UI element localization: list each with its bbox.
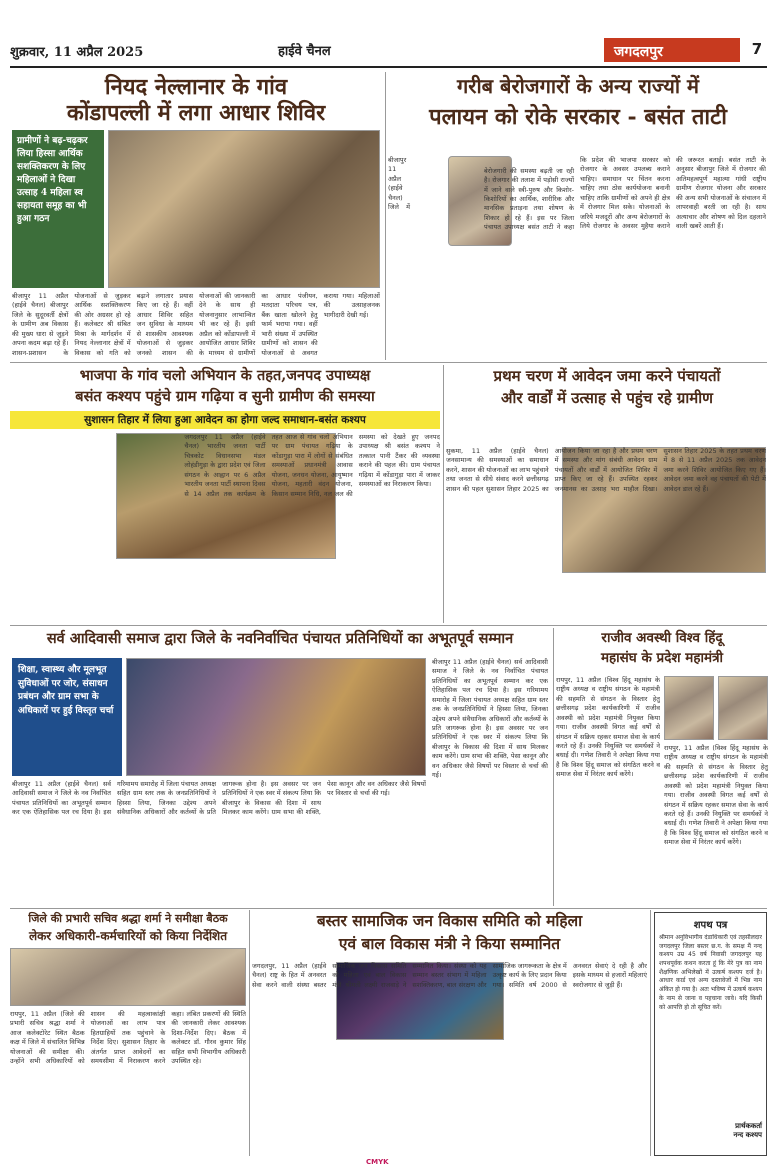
story-mahasangh (556, 628, 768, 906)
story-body: सुकमा, 11 अप्रैल (हाईवे चैनल) जनसामान्य की समस्याओं का समाधान करने, शासन की योजनाओं का लाभ पहुंचाने तथा जनता से सीधे संवाद करने छत्तीसगढ़ शासन की पहल सुशासन तिहार 2025 का आयोजन किया जा रहा है और प्रथम चरण में समस्या और मांग संबंधी आवेदन ग्राम पंचायतों और वार्डों में आयोजित शिविर में प्राप्त किए जा रहे हैं। उपस्थित रहकर जनमानस का उत्साह भरा माहौल दिखा। सुशासन तिहार 2025 के तहत प्रथम चरण में 8 से 11 अप्रैल 2025 तक आवेदन जमा करने शिविर आयोजित किए गए हैं। आवेदन जमा करने वह पंचायतों की पेटी में आवेदन डाल रहे हैं। (446, 447, 766, 493)
headline-line-1: जिले की प्रभारी सचिव श्रद्धा शर्मा ने समीक्षा बैठक (28, 912, 228, 925)
story-headline: सर्व आदिवासी समाज द्वारा जिले के नवनिर्वाचित पंचायत प्रतिनिधियों का अभूतपूर्व सम्मान (46, 630, 514, 647)
portrait-photo-1 (664, 676, 714, 740)
meeting-photo (10, 948, 246, 1006)
headline-line-2: एवं बाल विकास मंत्री ने किया सम्मानित (338, 933, 561, 953)
story-body: रायपुर, 11 अप्रैल (विश्व हिंदू महासंघ के राष्ट्रीय अध्यक्ष व राष्ट्रीय संगठन के महामंत्री की सहमति से संगठन के विस्तार हेतु छत्तीसगढ़ प्रदेश कार्यकारिणी में राजीव अवस्थी को प्रदेश महामंत्री नियुक्त किया गया। राजीव अवस्थी विगत कई वर्षों से संगठन में सक्रिय रहकर समाज सेवा के कार्य करते रहे हैं। उनकी नियुक्ति पर समर्थकों ने बधाई दी। गणेश तिवारी ने अपेक्षा किया गया है कि विश्व हिंदू समाज को संगठित करने व समाज सेवा में निरंतर कार्य करेंगे। (556, 676, 660, 779)
headline-line-2: और वार्डों में उत्साह से पहुंच रहे ग्रामीण (501, 389, 713, 407)
headline-line-2: कोंडापल्ली में लगा आधार शिविर (66, 100, 326, 127)
story-migration (388, 70, 768, 360)
story-headline (252, 912, 647, 953)
story-headline (388, 74, 768, 130)
highlight-box (12, 130, 104, 288)
page-number: 7 (751, 40, 763, 58)
column-divider (443, 365, 444, 623)
section-divider (10, 625, 767, 626)
headline-line-2: पलायन को रोके सरकार - बसंत ताटी (429, 104, 727, 130)
highlight-box (12, 658, 122, 776)
notice-title: शपथ पत्र (693, 920, 728, 931)
headline-line-1: प्रथम चरण में आवेदन जमा करने पंचायतों (493, 367, 721, 385)
story-body: जगदलपुर 11 अप्रैल (हाईवे चैनल) भारतीय जनता पार्टी चित्रकोट विधानसभा मंडल लोहंडीगुड़ा के द्वारा प्रदेश एवं जिला संगठन के आह्वान पर 6 अप्रैल भारतीय जनता पार्टी स्थापना दिवस से 14 अप्रैल तक कार्यक्रम के तहत आज से गांव चलो अभियान पर ग्राम पंचायत गढ़िया के कोंडागुड़ा पारा में लोगों से संबंधित समस्याओं प्रधानमंत्री आवास योजना, जनधन योजना, आयुष्मान योजना, महतारी वंदन योजना, किसान सम्मान निधि, नल जल की समस्या को देखते हुए जनपद उपाध्यक्ष श्री बसंत कश्यप ने तत्काल पानी टैंकर की व्यवस्था कराने की पहल की। ग्राम पंचायत गढ़िया में कोंडागुड़ा पारा में जाकर समस्याओं का निराकरण किया। (184, 433, 440, 498)
section-divider (10, 362, 767, 363)
subhead-bar: सुशासन तिहार में लिया हुआ आवेदन का होगा जल्द समाधान-बसंत कश्यप (10, 411, 440, 429)
story-headline (10, 912, 246, 944)
story-body: बीजापुर 11 अप्रैल (हाईवे चैनल) बीजापुर जिले के सुदूरवर्ती क्षेत्रों के ग्रामीण अब विकास की मुख्य धारा से जुड़ने अपना कदम बढ़ा रहे हैं। शासन-प्रशासन के योजनाओं से जुड़कर आर्थिक सशक्तिकरण की ओर अग्रसर हो रहे हैं। कलेक्टर श्री संबित मिश्रा के मार्गदर्शन में नियद नेल्लानार क्षेत्रों में विकास को गति को बढ़ाने लगातार प्रयास किए जा रहे हैं। वहीं आधार शिविर सहित जन सुविधा के माध्यम से शासकीय आवश्यक योजनाओं से जुड़कर जनको शासन की योजनाओं की जानकारी देने के साथ ही योजनानुसार लाभान्वित भी कर रहे हैं। इसी अप्रैल को कोंडापल्ली में आयोजित आधार शिविर के माध्यम से ग्रामीणों का आधार पंजीयन, मतदाता परिचय पत्र, बैंक खाता खोलने हेतु फार्म भराया गया। वहीं भारी संख्या में उपस्थित ग्रामीणों को शासन की योजनाओं से अवगत कराया गया। महिलाओं की उत्साहजनक भागीदारी देखी गई। (12, 292, 380, 357)
highlight-text: शिक्षा, स्वास्थ्य और मूलभूत सुविधाओं पर जोर, संसाधन प्रबंधन और ग्राम सभा के अधिकारों पर हुई विस्तृत चर्चा (18, 665, 114, 716)
column-divider (650, 910, 651, 1156)
headline-line-2: बसंत कश्यप पहुंचे ग्राम गढ़िया व सुनी ग्रामीण की समस्या (75, 388, 375, 406)
story-body: बीजापुर 11 अप्रैल (हाईवे चैनल) जिले में बेरोजगारी की समस्या बढ़ती जा रही है। रोजगार की तलाश में पड़ोसी राज्यों में जाने वाले स्त्री-पुरुष और किशोर-किशोरियों का आर्थिक, शारीरिक और मानसिक प्रताड़ना तथा शोषण के शिकार हो रहे हैं। इस पर जिला पंचायत उपाध्यक्ष बसंत ताटी ने कहा कि प्रदेश की भाजपा सरकार को रोजगार के अवसर उपलब्ध कराने चाहिए। समाधान पर चिंतन करना चाहिए तथा ठोस कार्ययोजना बनानी चाहिए ताकि ग्रामीणों को अपने ही क्षेत्र में रोजगार मिल सके। योजनाओं के जरिये मजदूरों और अन्य बेरोजगारों के लिये रोजगार के अवसर मुहैया कराने की जरूरत बताई। बसंत ताटी के अनुसार बीजापुर जिले में रोजगार की अतिमहत्वपूर्ण महात्मा गांधी राष्ट्रीय ग्रामीण रोजगार योजना और सरकार की अन्य सभी योजनाओं के संचालन में लापरवाही बरती जा रही है। साथ अत्याचार और शोषण को दिल दहलाने वाली खबरें आती हैं। (388, 156, 766, 232)
headline-line-1: भाजपा के गांव चलो अभियान के तहत,जनपद उपाध्यक्ष (79, 367, 371, 384)
felicitation-photo (126, 658, 426, 776)
story-tribal-felicitation (10, 628, 550, 906)
header-rule (10, 66, 767, 68)
issue-date: शुक्रवार, 11 अप्रैल 2025 (10, 45, 144, 60)
masthead (10, 38, 767, 64)
story-headline (446, 367, 768, 407)
headline-line-2: लेकर अधिकारी-कर्मचारियों को किया निर्देशित (28, 929, 228, 944)
story-headline (556, 630, 768, 666)
paper-name: हाईवे चैनल (278, 44, 331, 59)
notice-body: श्रीमान अनुविभागीय दंडाधिकारी एवं तहसीलदार जगदलपुर जिला बस्तर छ.ग. के समक्ष मैं नन्द कश्यप उम्र 45 वर्ष निवासी जगदलपुर यह शपथपूर्वक कथन करता हूं कि मेरे पुत्र का नाम शैक्षणिक अभिलेखों में उत्कर्ष कश्यप दर्ज है। आधार कार्ड एवं अन्य दस्तावेजों में भिन्न नाम अंकित हो गया है। अतः भविष्य में उत्कर्ष कश्यप के नाम से जाना व पहचाना जावे। यदि किसी को आपत्ति हो तो सूचित करें। (659, 934, 762, 1011)
story-samiti-honour (252, 910, 647, 1158)
story-review-meeting (10, 910, 246, 1158)
headline-line-1: राजीव अवस्थी विश्व हिंदू (601, 630, 723, 646)
story-body-continued: बीजापुर 11 अप्रैल (हाईवे चैनल) सर्व आदिवासी समाज ने जिले के नव निर्वाचित पंचायत प्रतिनिधियों का अभूतपूर्व सम्मान कर एक ऐतिहासिक पल रच दिया है। इस गरिमामय समारोह में जिला पंचायत अध्यक्ष सहित ग्राम स्तर तक के जनप्रतिनिधियों ने हिस्सा लिया, जिनका उद्देश्य अपने संवैधानिक अधिकारों और कर्तव्यों के प्रति जागरूक होना है। इस अवसर पर जन प्रतिनिधियों ने एक स्वर में संकल्प लिया कि बीजापुर के विकास की दिशा में साथ मिलकर काम करेंगे। ग्राम सभा की शक्ति, पेसा कानून और वन अधिकार जैसे विषयों पर विस्तार से चर्चा की गई। (432, 658, 548, 780)
column-divider (385, 72, 386, 360)
story-body: रायपुर, 11 अप्रैल (जिले की प्रभारी सचिव श्रद्धा शर्मा ने आज कलेक्टोरेट स्थित बैठक कक्ष में जिले में संचालित विभिन्न योजनाओं की समीक्षा की। उन्होंने सभी अधिकारियों को शासन की महत्वाकांक्षी योजनाओं का लाभ पात्र हितग्राहियों तक पहुंचाने के निर्देश दिए। सुशासन तिहार के अंतर्गत प्राप्त आवेदनों का समयसीमा में निराकरण करने कहा। लंबित प्रकरणों की स्थिति की जानकारी लेकर आवश्यक दिशा-निर्देश दिए। बैठक में कलेक्टर डॉ. गौरव कुमार सिंह सहित सभी विभागीय अधिकारी उपस्थित रहे। (10, 1010, 246, 1066)
notice-sign-name: नन्द कश्यप (733, 1131, 762, 1139)
story-application-phase (446, 365, 768, 625)
column-divider (553, 628, 554, 906)
story-gaon-chalo (10, 365, 440, 625)
story-headline (10, 74, 382, 127)
story-body: बीजापुर 11 अप्रैल (हाईवे चैनल) सर्व आदिवासी समाज ने जिले के नव निर्वाचित पंचायत प्रतिनिधियों का अभूतपूर्व सम्मान कर एक ऐतिहासिक पल रच दिया है। इस गरिमामय समारोह में जिला पंचायत अध्यक्ष सहित ग्राम स्तर तक के जनप्रतिनिधियों ने हिस्सा लिया, जिनका उद्देश्य अपने संवैधानिक अधिकारों और कर्तव्यों के प्रति जागरूक होना है। इस अवसर पर जन प्रतिनिधियों ने एक स्वर में संकल्प लिया कि बीजापुर के विकास की दिशा में साथ मिलकर काम करेंगे। ग्राम सभा की शक्ति, पेसा कानून और वन अधिकार जैसे विषयों पर विस्तार से चर्चा की गई। (12, 780, 426, 817)
cmyk-mark: CMYK (366, 1158, 389, 1166)
story-body: जगदलपुर, 11 अप्रैल (हाईवे चैनल) राष्ट्र के हित में अनवरत सेवा करने वाली संस्था बस्तर सामाजिक जन विकास समिति को महिला एवं बाल विकास मंत्री श्रीमती लक्ष्मी राजवाड़े ने सम्मानित किया। संस्था को यह सम्मान बस्तर संभाग में महिला सशक्तिकरण, बाल संरक्षण और सामाजिक जागरूकता के क्षेत्र में उत्कृष्ट कार्य के लिए प्रदान किया गया। समिति वर्ष 2000 से अनवरत सेवाएं दे रही है और इसके माध्यम से हजारों महिलाएं स्वरोजगार से जुड़ी हैं। (252, 962, 647, 989)
aadhaar-camp-photo (108, 130, 380, 288)
notice-sign-label: प्रार्थककर्ता (735, 1122, 762, 1130)
highlight-text: ग्रामीणों ने बढ़-चढ़कर लिया हिस्सा आर्थिक सशक्तिकरण के लिए महिलाओं ने दिखा उत्साह 4 महिला स्व सहायता समूह का भी हुआ गठन (17, 136, 88, 225)
edition-city: जगदलपुर (604, 38, 740, 62)
section-divider (10, 908, 767, 909)
headline-line-1: गरीब बेरोजगारों के अन्य राज्यों में (457, 74, 699, 98)
headline-line-1: नियद नेल्लानार के गांव (104, 74, 288, 100)
story-body-continued: रायपुर, 11 अप्रैल (विश्व हिंदू महासंघ के राष्ट्रीय अध्यक्ष व राष्ट्रीय संगठन के महामंत्री की सहमति से संगठन के विस्तार हेतु छत्तीसगढ़ प्रदेश कार्यकारिणी में राजीव अवस्थी को प्रदेश महामंत्री नियुक्त किया गया। राजीव अवस्थी विगत कई वर्षों से संगठन में सक्रिय रहकर समाज सेवा के कार्य करते रहे हैं। उनकी नियुक्ति पर समर्थकों ने बधाई दी। गणेश तिवारी ने अपेक्षा किया गया है कि विश्व हिंदू समाज को संगठित करने व समाज सेवा में निरंतर कार्य करेंगे। (664, 744, 768, 847)
affidavit-notice (654, 912, 767, 1156)
headline-line-1: बस्तर सामाजिक जन विकास समिति को महिला (316, 911, 583, 930)
column-divider (249, 910, 250, 1156)
portrait-photo-2 (718, 676, 768, 740)
story-headline (10, 367, 440, 406)
story-aadhaar-camp (10, 70, 382, 360)
headline-line-2: महासंघ के प्रदेश महामंत्री (600, 650, 724, 667)
